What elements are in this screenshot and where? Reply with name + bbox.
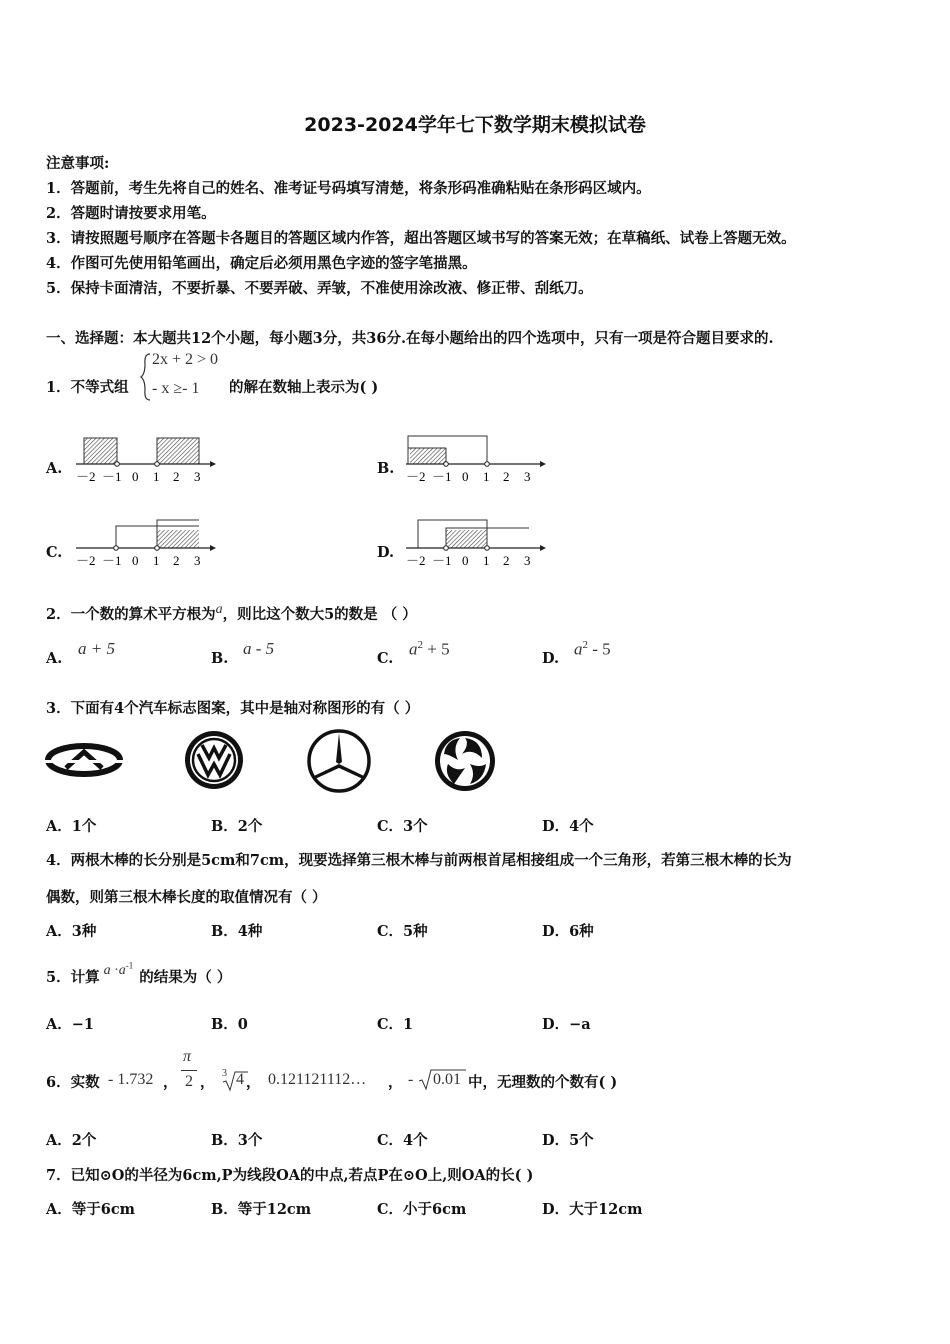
q2-stem-text: 2．一个数的算术平方根为 xyxy=(46,606,216,623)
q2-option-d-label[interactable]: D. xyxy=(542,650,560,667)
tick-label: 3 xyxy=(524,553,531,568)
notes-heading: 注意事项: xyxy=(46,155,110,172)
q5-option-b[interactable]: B．0 xyxy=(211,1016,248,1033)
tick-label: 1 xyxy=(153,469,160,484)
q3-stem: 3．下面有4个汽车标志图案，其中是轴对称图形的有（ ） xyxy=(46,700,420,717)
tick-label: －1 xyxy=(432,553,452,568)
q6-option-b[interactable]: B．3个 xyxy=(211,1132,263,1149)
q2-stem-text-2: ，则比这个数大5的数是 （ ） xyxy=(222,606,417,623)
q6-option-c[interactable]: C．4个 xyxy=(377,1132,428,1149)
q3-option-b[interactable]: B．2个 xyxy=(211,818,263,835)
q2-option-d[interactable] xyxy=(574,639,611,660)
section-heading: 一、选择题：本大题共12个小题，每小题3分，共36分.在每小题给出的四个选项中，只有一项是符合题目要求的. xyxy=(46,330,774,347)
q4-stem-line1: 4．两根木棒的长分别是5cm和7cm，现要选择第三根木棒与前两根首尾相接组成一个三角形，若第三根木棒的长为 xyxy=(46,852,792,869)
tick-label: 2 xyxy=(173,469,180,484)
q2-option-c-base: a xyxy=(409,639,418,659)
note-item: 3．请按照题号顺序在答题卡各题目的答题区域内作答，超出答题区域书写的答案无效；在草稿纸、试卷上答题无效。 xyxy=(46,230,796,247)
q2-stem-var: a xyxy=(215,602,223,617)
q6-option-d[interactable]: D．5个 xyxy=(542,1132,594,1149)
note-item: 5．保持卡面清洁，不要折暴、不要弄破、弄皱，不准使用涂改液、修正带、刮纸刀。 xyxy=(46,280,593,297)
q1-option-c[interactable]: C. xyxy=(46,544,63,561)
q7-option-d[interactable]: D．大于12cm xyxy=(542,1201,643,1218)
q6-sep: ， xyxy=(200,1074,215,1091)
tick-label: －1 xyxy=(432,469,452,484)
q1-eq1: 2x + 2 > 0 xyxy=(152,351,219,368)
q6-two: 2 xyxy=(185,1073,193,1090)
number-line-b xyxy=(402,432,547,484)
q5-option-a[interactable]: A．−1 xyxy=(46,1016,94,1033)
q1-prefix: 1．不等式组 xyxy=(46,379,129,396)
q7-stem: 7．已知⊙O的半径为6cm,P为线段OA的中点,若点P在⊙O上,则OA的长( ) xyxy=(46,1167,534,1184)
q2-option-b-expr: a - 5 xyxy=(243,639,275,658)
q1-option-b[interactable]: B. xyxy=(377,460,395,477)
q7-option-c[interactable]: C．小于6cm xyxy=(377,1201,467,1218)
q6-sep: ， xyxy=(246,1074,261,1091)
tick-label: 0 xyxy=(462,553,469,568)
q2-option-d-rest: - 5 xyxy=(588,639,611,659)
tick-label: 1 xyxy=(483,553,490,568)
tick-label: 2 xyxy=(503,553,510,568)
q1-option-a[interactable]: A. xyxy=(46,460,63,477)
q6-number-4: 0.121121112… xyxy=(268,1071,367,1088)
note-item: 4．作图可先使用铅笔画出，确定后必须用黑色字迹的签字笔描黑。 xyxy=(46,255,477,272)
number-line-d xyxy=(402,516,547,568)
q2-option-c-exp: 2 xyxy=(417,639,423,651)
q5-expr-dot: · xyxy=(114,963,119,978)
tick-label: 2 xyxy=(173,553,180,568)
q4-option-a[interactable]: A．3种 xyxy=(46,923,97,940)
tick-label: 3 xyxy=(524,469,531,484)
tick-label: 1 xyxy=(153,553,160,568)
q2-option-a-expr: a + 5 xyxy=(78,639,115,658)
tick-label: 3 xyxy=(194,469,201,484)
q5-option-d[interactable]: D．−a xyxy=(542,1016,591,1033)
q5-stem xyxy=(46,960,232,987)
q2-stem xyxy=(46,603,417,624)
q6-option-a[interactable]: A．2个 xyxy=(46,1132,97,1149)
q6-prefix: 6．实数 xyxy=(46,1074,100,1091)
q3-option-d[interactable]: D．4个 xyxy=(542,818,594,835)
tick-label: 0 xyxy=(132,553,139,568)
q5-expr xyxy=(103,960,134,978)
mercedes-logo-icon xyxy=(306,728,372,794)
q6-number-5-sign: - xyxy=(408,1071,414,1088)
q2-option-c-label[interactable]: C. xyxy=(377,650,394,667)
q1-suffix: 的解在数轴上表示为( ) xyxy=(229,379,379,396)
q6-number-5: 0.01 xyxy=(433,1071,461,1088)
number-line-c xyxy=(72,516,217,568)
q2-option-d-exp: 2 xyxy=(582,639,588,651)
tick-label: 0 xyxy=(462,469,469,484)
tick-label: －2 xyxy=(406,469,426,484)
q2-option-a-label[interactable]: A. xyxy=(46,650,63,667)
tick-label: －1 xyxy=(102,469,122,484)
q1-option-d[interactable]: D. xyxy=(377,544,395,561)
q5-option-c[interactable]: C．1 xyxy=(377,1016,414,1033)
tick-label: 3 xyxy=(194,553,201,568)
infiniti-logo-icon xyxy=(44,740,124,780)
volkswagen-logo-icon xyxy=(182,728,246,792)
q5-expr-a: a xyxy=(103,963,111,978)
brace-icon xyxy=(140,352,152,402)
tick-label: 2 xyxy=(503,469,510,484)
q5-suffix: 的结果为（ ） xyxy=(139,969,232,986)
q2-option-c-rest: + 5 xyxy=(423,639,450,659)
q4-option-d[interactable]: D．6种 xyxy=(542,923,594,940)
q7-option-b[interactable]: B．等于12cm xyxy=(211,1201,312,1218)
tick-label: 1 xyxy=(483,469,490,484)
tick-label: －2 xyxy=(76,469,96,484)
q6-suffix: 中，无理数的个数有( ) xyxy=(468,1074,618,1091)
note-item: 2．答题时请按要求用笔。 xyxy=(46,205,216,222)
q5-prefix: 5．计算 xyxy=(46,969,100,986)
q6-cbrt-index: 3 xyxy=(222,1068,227,1079)
note-item: 1．答题前，考生先将自己的姓名、准考证号码填写清楚，将条形码准确粘贴在条形码区域内。 xyxy=(46,180,651,197)
q3-option-a[interactable]: A．1个 xyxy=(46,818,97,835)
q5-expr-b: a xyxy=(118,963,126,978)
q2-option-c[interactable] xyxy=(409,639,450,660)
q7-option-a[interactable]: A．等于6cm xyxy=(46,1201,136,1218)
radical-icon xyxy=(222,1070,248,1092)
q6-sep: ， xyxy=(163,1074,178,1091)
tick-label: －2 xyxy=(76,553,96,568)
fraction-bar xyxy=(181,1070,197,1071)
tick-label: 0 xyxy=(132,469,139,484)
page-title: 2023-2024学年七下数学期末模拟试卷 xyxy=(304,114,646,136)
dongfeng-logo-icon xyxy=(432,728,498,794)
q4-option-c[interactable]: C．5种 xyxy=(377,923,428,940)
q6-cbrt-value: 4 xyxy=(236,1071,244,1088)
q3-option-c[interactable]: C．3个 xyxy=(377,818,428,835)
q4-option-b[interactable]: B．4种 xyxy=(211,923,263,940)
q1-eq2: - x ≥- 1 xyxy=(152,380,200,397)
q6-number-1: - 1.732 xyxy=(108,1071,154,1088)
q5-expr-exp: -1 xyxy=(125,960,134,971)
q2-option-b-label[interactable]: B. xyxy=(211,650,229,667)
q4-stem-line2: 偶数，则第三根木棒长度的取值情况有（ ） xyxy=(46,889,327,906)
tick-label: －1 xyxy=(102,553,122,568)
q6-sep: ， xyxy=(388,1074,403,1091)
number-line-a xyxy=(72,432,217,484)
q2-option-a[interactable] xyxy=(78,639,115,659)
tick-label: －2 xyxy=(406,553,426,568)
q6-pi: π xyxy=(183,1048,192,1065)
q2-option-d-base: a xyxy=(574,639,583,659)
q2-option-b[interactable] xyxy=(243,639,274,659)
